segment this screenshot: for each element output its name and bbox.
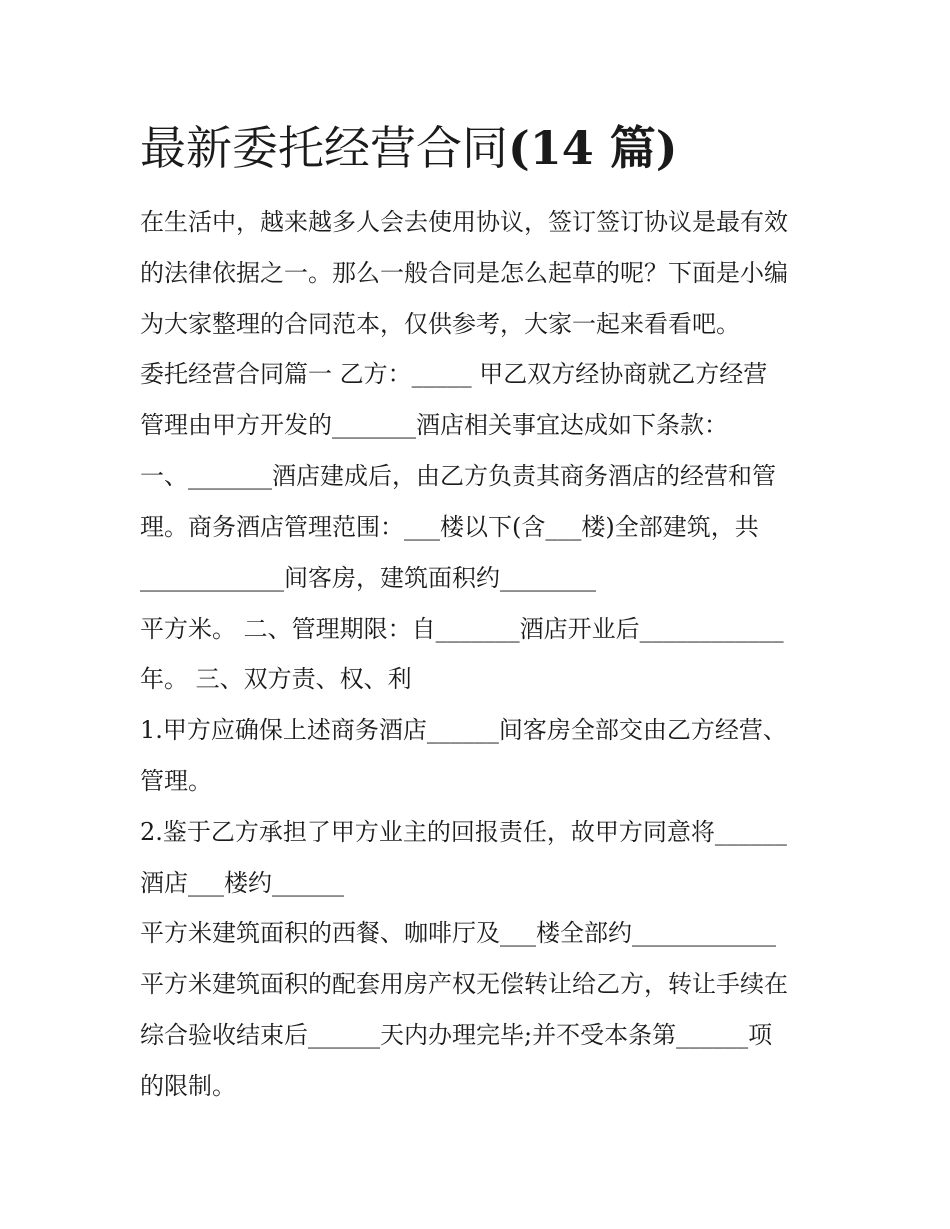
paragraph-line: 平方米建筑面积的西餐、咖啡厅及___楼全部约____________ <box>140 919 776 947</box>
paragraph-line: 酒店___楼约______ <box>140 869 344 897</box>
title-count: (14 篇) <box>508 121 678 175</box>
paragraph-line: 1.甲方应确保上述商务酒店______间客房全部交由乙方经营、 <box>140 716 787 744</box>
paragraph-line: 为大家整理的合同范本，仅供参考，大家一起来看看吧。 <box>140 310 740 338</box>
paragraph-line: 管理由甲方开发的_______酒店相关事宜达成如下条款： <box>140 411 728 439</box>
paragraph-line: 的法律依据之一。那么一般合同是怎么起草的呢？下面是小编 <box>140 259 788 287</box>
paragraph-line: 平方米。 二、管理期限：自_______酒店开业后____________ <box>140 615 784 643</box>
paragraph-line: 综合验收结束后______天内办理完毕;并不受本条第______项 <box>140 1021 773 1049</box>
paragraph-line: 2.鉴于乙方承担了甲方业主的回报责任，故甲方同意将______ <box>140 818 787 846</box>
paragraph-line: ____________间客房，建筑面积约________ <box>140 564 596 592</box>
paragraph-line: 在生活中，越来越多人会去使用协议，签订签订协议是最有效 <box>140 208 788 236</box>
paragraph-line: 的限制。 <box>140 1072 236 1100</box>
paragraph-line: 管理。 <box>140 767 212 795</box>
paragraph-line: 理。商务酒店管理范围：___楼以下(含___楼)全部建筑，共 <box>140 513 759 541</box>
paragraph-line: 一、_______酒店建成后，由乙方负责其商务酒店的经营和管 <box>140 462 776 490</box>
title-main: 最新委托经营合同 <box>140 121 508 175</box>
paragraph-line: 平方米建筑面积的配套用房产权无偿转让给乙方，转让手续在 <box>140 970 788 998</box>
paragraph-line: 年。 三、双方责、权、利 <box>140 665 412 693</box>
document-title <box>140 112 678 184</box>
paragraph-line: 委托经营合同篇一 乙方：_____ 甲乙双方经协商就乙方经营 <box>140 360 768 388</box>
